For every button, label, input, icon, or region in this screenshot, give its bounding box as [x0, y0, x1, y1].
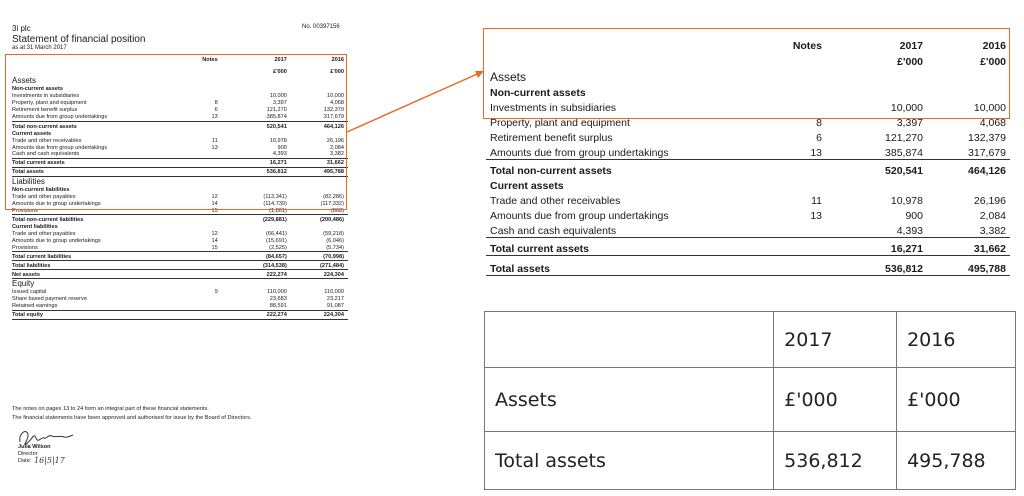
row-label: Assets [12, 76, 37, 86]
signatory-name: Julia Wilson [18, 444, 51, 450]
row-value-2017: 900 [277, 144, 287, 151]
row-label: Liabilities [12, 176, 45, 186]
row-note [201, 252, 223, 261]
summary-header-2016: 2016 [897, 312, 1016, 368]
row-value-2016: 2,084 [979, 210, 1006, 222]
row-value-2016: 91,087 [326, 303, 344, 309]
row-value-2016: 2,084 [330, 144, 344, 151]
row-value-2016: (82,286) [323, 193, 344, 200]
total-row [486, 255, 1010, 275]
row-value-2016: 317,679 [968, 146, 1006, 159]
table-row [486, 207, 1010, 222]
row-value-2017: (113,341) [263, 193, 287, 200]
row-value-2017: 10,000 [890, 102, 923, 114]
row-value-2017: (1,801) [269, 207, 287, 214]
row-value-2017: (84,657) [224, 252, 287, 261]
unit-2017: £'000 [273, 69, 287, 76]
row-value-2016: 31,662 [926, 237, 1010, 255]
row-value-2017: (314,538) [224, 261, 287, 270]
row-value-2017: 3,397 [896, 117, 923, 129]
row-label: Total assets [12, 167, 201, 176]
row-note: 13 [810, 210, 822, 222]
row-value-2017: 385,874 [885, 146, 923, 159]
total-row [12, 252, 348, 261]
zoom-notes-header: Notes [792, 40, 822, 52]
row-label: Property, plant and equipment [490, 117, 630, 129]
row-label: Retirement benefit surplus [490, 132, 613, 144]
row-label: Cash and cash equivalents [12, 151, 80, 158]
row-value-2017: 536,812 [224, 167, 287, 176]
row-label: Trade and other receivables [12, 137, 82, 144]
row-value-2016: (271,484) [287, 261, 348, 270]
row-note [786, 222, 836, 237]
row-value-2016: (59,218) [323, 231, 344, 237]
row-value-2016: 464,126 [926, 159, 1010, 177]
row-label: Total current liabilities [12, 252, 201, 261]
row-label: Issued capital [12, 289, 47, 296]
row-note [201, 279, 223, 289]
row-value-2016: (70,998) [287, 252, 348, 261]
row-value-2016: 3,382 [330, 151, 344, 158]
row-note: 12 [211, 193, 218, 200]
year-2016-header: 2016 [331, 57, 344, 64]
summary-header-blank [485, 312, 774, 368]
row-value-2016: 132,379 [968, 132, 1006, 144]
subsection-heading-row [486, 177, 1010, 192]
row-value-2017 [836, 177, 926, 192]
total-row [12, 215, 348, 224]
subsection-heading-row [12, 224, 348, 231]
summary-unit-2017: £'000 [774, 368, 897, 432]
row-value-2016 [287, 224, 348, 231]
highlight-box-zoom [483, 28, 1010, 119]
summary-unit-2016: £'000 [897, 368, 1016, 432]
row-value-2016 [287, 279, 348, 289]
summary-table [484, 311, 1016, 490]
row-label: Amounts due to group undertakings [12, 238, 101, 244]
row-value-2016: 110,000 [324, 289, 344, 296]
row-value-2017: 10,000 [269, 93, 287, 100]
row-note [786, 177, 836, 192]
highlight-box-source [5, 54, 347, 210]
row-value-2016: 4,068 [979, 117, 1006, 129]
row-value-2016: 464,126 [287, 121, 348, 130]
row-value-2016: 495,788 [287, 167, 348, 176]
row-value-2016: (868) [330, 207, 344, 214]
row-label: Cash and cash equivalents [490, 224, 617, 237]
row-note: 14 [211, 200, 218, 207]
zoom-unit-2017: £'000 [897, 56, 923, 68]
row-label: Total equity [12, 310, 201, 319]
row-label: Assets [490, 70, 527, 84]
row-label: Retirement benefit surplus [12, 107, 78, 114]
row-value-2017: 3,397 [272, 100, 287, 107]
row-label: Total current assets [486, 237, 786, 255]
table-row [12, 231, 348, 238]
footnote-approval: The financial statements have been approved and authorised for issue by the Board of Directors. [12, 415, 252, 421]
row-value-2017 [224, 224, 287, 231]
table-row [12, 245, 348, 252]
row-value-2016: 31,662 [287, 158, 348, 167]
row-note: 11 [811, 195, 822, 207]
row-value-2017: 536,812 [836, 255, 926, 275]
row-value-2017: (114,739) [263, 200, 287, 207]
row-note: 6 [816, 132, 822, 144]
date-label: Date: [18, 458, 32, 464]
section-heading-row [12, 279, 348, 289]
row-note: 12 [211, 231, 218, 237]
row-note: 8 [816, 117, 822, 129]
row-value-2016: 10,000 [326, 93, 344, 100]
row-label: Current assets [12, 130, 52, 137]
table-row [486, 222, 1010, 237]
company-name: 3i plc [12, 24, 31, 33]
total-row [12, 261, 348, 270]
row-value-2017: 23,683 [269, 296, 287, 303]
row-label: Trade and other receivables [490, 195, 621, 207]
row-value-2017: 900 [905, 210, 923, 222]
row-value-2017: (66,441) [266, 231, 287, 237]
row-label: Total current assets [12, 158, 201, 167]
total-row [486, 237, 1010, 255]
row-value-2017: 88,591 [269, 303, 287, 309]
row-value-2016: (6,046) [326, 238, 344, 244]
zoom-year-2017-header: 2017 [899, 40, 923, 52]
row-label: Total liabilities [12, 261, 201, 270]
row-value-2017: 10,978 [890, 195, 923, 207]
row-note: 8 [214, 100, 218, 107]
handwritten-date: 16|5|17 [34, 456, 65, 465]
row-value-2016: 224,304 [287, 270, 348, 279]
row-value-2016: 26,196 [326, 137, 344, 144]
row-label: Total assets [486, 255, 786, 275]
row-label: Trade and other payables [12, 193, 76, 200]
row-label: Investments in subsidiaries [12, 93, 80, 100]
row-value-2017: 10,978 [269, 137, 287, 144]
row-label: Amounts due from group undertakings [12, 114, 108, 120]
row-note: 15 [211, 244, 218, 251]
row-value-2016: 495,788 [926, 255, 1010, 275]
row-label: Non-current assets [490, 87, 586, 99]
row-label: Amounts due to group undertakings [12, 200, 101, 207]
row-value-2017: 110,000 [267, 289, 287, 296]
row-note [201, 270, 223, 279]
row-label: Non-current assets [12, 86, 63, 93]
row-label: Net assets [12, 270, 201, 279]
row-value-2017: (15,691) [266, 238, 287, 244]
row-value-2017 [224, 279, 287, 289]
table-row [12, 303, 348, 310]
footnote-notes: The notes on pages 13 to 24 form an integral part of these financial statements. [12, 406, 209, 412]
row-label: Non-current liabilities [12, 186, 70, 193]
row-value-2017: 4,393 [272, 151, 287, 158]
table-row [12, 296, 348, 303]
row-value-2017: 4,393 [896, 224, 923, 237]
row-note: 14 [211, 238, 218, 244]
notes-header: Notes [202, 57, 218, 64]
total-row [12, 310, 348, 319]
signatory-role: Director [18, 451, 38, 457]
row-note [201, 303, 223, 310]
table-row [12, 238, 348, 245]
row-label: Amounts due from group undertakings [490, 146, 669, 159]
row-note [201, 224, 223, 231]
row-note: 11 [211, 137, 218, 144]
row-label: Amounts due from group undertakings [490, 210, 669, 222]
row-label: Property, plant and equipment [12, 100, 87, 107]
row-value-2017: (2,525) [269, 244, 287, 251]
row-note [786, 237, 836, 255]
row-note: 13 [810, 146, 822, 159]
total-row [486, 159, 1010, 177]
row-note [201, 215, 223, 224]
row-label: Investments in subsidiaries [490, 102, 617, 114]
row-label: Retained earnings [12, 303, 58, 309]
table-row [486, 129, 1010, 144]
zoom-unit-2016: £'000 [980, 56, 1006, 68]
row-value-2017: 520,541 [224, 121, 287, 130]
row-value-2017: 16,271 [836, 237, 926, 255]
row-note: 9 [214, 289, 218, 296]
row-value-2017: 520,541 [836, 159, 926, 177]
table-row [12, 289, 348, 296]
row-label: Trade and other payables [12, 231, 76, 237]
row-value-2017: 121,270 [266, 107, 287, 114]
row-label: Provisions [12, 207, 38, 214]
row-label: Total non-current assets [12, 121, 201, 130]
table-row [486, 192, 1010, 207]
row-value-2017: 385,874 [266, 114, 287, 120]
row-value-2016: 23,217 [326, 296, 344, 303]
row-value-2017: 222,274 [224, 310, 287, 319]
statement-title: Statement of financial position [12, 34, 146, 45]
row-value-2016 [926, 177, 1010, 192]
summary-total-2017: 536,812 [774, 432, 897, 490]
row-label: Total non-current liabilities [12, 215, 201, 224]
summary-total-2016: 495,788 [897, 432, 1016, 490]
row-note [201, 310, 223, 319]
summary-assets-label: Assets [485, 368, 774, 432]
row-label: Share based payment reserve [12, 296, 87, 303]
row-label: Equity [12, 279, 35, 289]
row-value-2017: 222,274 [224, 270, 287, 279]
row-note: 15 [211, 207, 218, 214]
row-value-2016: 26,196 [973, 195, 1006, 207]
total-row [12, 270, 348, 279]
row-label: Amounts due from group undertakings [12, 144, 108, 151]
registration-number: No. 00397156 [302, 24, 340, 30]
row-value-2016: (5,734) [326, 244, 344, 251]
row-note [201, 296, 223, 303]
row-value-2016: 132,379 [323, 107, 344, 114]
table-row [486, 144, 1010, 159]
statement-subtitle: as at 31 March 2017 [12, 45, 67, 51]
summary-total-label: Total assets [485, 432, 774, 490]
row-value-2016: 317,679 [323, 114, 344, 120]
row-value-2017: 16,271 [224, 158, 287, 167]
summary-header-row [485, 312, 1016, 368]
row-value-2016: 3,382 [979, 224, 1006, 237]
row-value-2016: (200,486) [287, 215, 348, 224]
row-value-2016: 224,304 [287, 310, 348, 319]
summary-header-2017: 2017 [774, 312, 897, 368]
row-note: 6 [214, 107, 218, 114]
year-2017-header: 2017 [274, 57, 287, 64]
row-note: 13 [211, 144, 218, 151]
zoom-year-2016-header: 2016 [982, 40, 1006, 52]
row-value-2016: (117,332) [320, 200, 344, 207]
row-label: Provisions [12, 244, 38, 251]
row-label: Current assets [490, 180, 564, 192]
row-label: Current liabilities [12, 224, 58, 230]
row-label: Total non-current assets [486, 159, 786, 177]
row-note [786, 159, 836, 177]
row-value-2017: 121,270 [885, 132, 923, 144]
unit-2016: £'000 [330, 69, 344, 76]
row-value-2017: (229,881) [224, 215, 287, 224]
row-note [786, 255, 836, 275]
summary-row-total-assets [485, 432, 1016, 490]
summary-row-assets [485, 368, 1016, 432]
row-note [201, 261, 223, 270]
row-value-2016: 10,000 [973, 102, 1006, 114]
row-note: 13 [211, 114, 218, 120]
row-value-2016: 4,068 [330, 100, 344, 107]
